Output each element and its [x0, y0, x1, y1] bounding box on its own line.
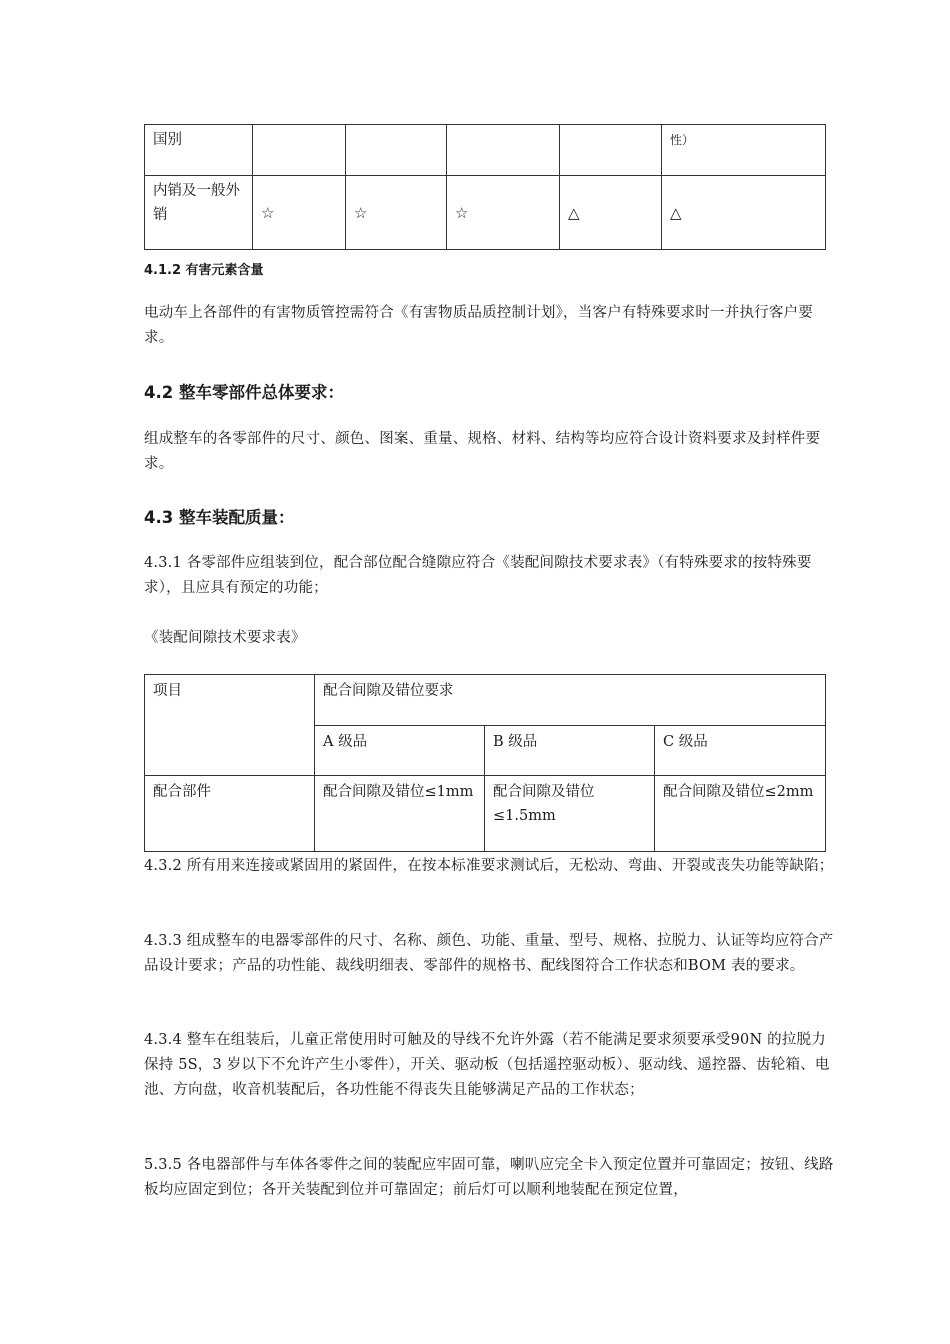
table-cell: 配合间隙及错位≤1.5mm: [485, 776, 655, 852]
table-header-cell: A 级品: [315, 726, 485, 776]
table-header-cell: C 级品: [655, 726, 826, 776]
table-cell: 内销及一般外销: [145, 176, 253, 250]
table-row: [145, 776, 826, 852]
paragraph-4-1-2: 电动车上各部件的有害物质管控需符合《有害物质品质控制计划》，当客户有特殊要求时一并执行客户要求。: [144, 305, 813, 346]
table-cell: 配合间隙及错位≤1mm: [315, 776, 485, 852]
paragraph-4-3-1: 4.3.1 各零部件应组装到位，配合部位配合缝隙应符合《装配间隙技术要求表》（有特殊要求的按特殊要求），且应具有预定的功能；: [144, 555, 812, 596]
heading-4-1-2: 4.1.2 有害元素含量: [144, 263, 264, 278]
table-cell: [447, 125, 560, 176]
table-cell: 性）: [662, 125, 826, 176]
paragraph-4-3-4: 4.3.4 整车在组装后，儿童正常使用时可触及的导线不允许外露（若不能满足要求须要承受90N 的拉脱力保持 5S，3 岁以下不允许产生小零件），开关、驱动板（包括遥控驱动板）、驱动线、遥控器、齿轮箱、电池、方向盘，收音机装配后，各功性能不得丧失且能够满足产品的工作状态；: [144, 1032, 830, 1098]
table-row: [145, 675, 826, 726]
table-header-cell: B 级品: [485, 726, 655, 776]
paragraph-4-3-3: 4.3.3 组成整车的电器零部件的尺寸、名称、颜色、功能、重量、型号、规格、拉脱力、认证等均应符合产品设计要求；产品的功性能、裁线明细表、零部件的规格书、配线图符合工作状态和BOM 表的要求。: [144, 933, 834, 974]
table-header-cell: 配合间隙及错位要求: [315, 675, 826, 726]
table-cell: [560, 125, 662, 176]
paragraph-4-3-2: 4.3.2 所有用来连接或紧固用的紧固件，在按本标准要求测试后，无松动、弯曲、开裂或丧失功能等缺陷；: [144, 858, 834, 874]
sales-region-table: [144, 124, 826, 250]
paragraph-4-2: 组成整车的各零部件的尺寸、颜色、图案、重量、规格、材料、结构等均应符合设计资料要求及封样件要求。: [144, 431, 821, 472]
heading-4-2: 4.2 整车零部件总体要求：: [144, 383, 344, 402]
table-row: [145, 176, 826, 250]
table-cell: [346, 125, 447, 176]
star-symbol: ☆: [447, 176, 560, 250]
assembly-gap-table: [144, 674, 826, 852]
paragraph-5-3-5: 5.3.5 各电器部件与车体各零件之间的装配应牢固可靠，喇叭应完全卡入预定位置并可靠固定；按钮、线路板均应固定到位；各开关装配到位并可靠固定；前后灯可以顺利地装配在预定位置，: [144, 1157, 834, 1198]
star-symbol: ☆: [253, 176, 346, 250]
table-cell: [253, 125, 346, 176]
heading-4-3: 4.3 整车装配质量：: [144, 508, 295, 527]
table-cell: 配合间隙及错位≤2mm: [655, 776, 826, 852]
table-cell: 国别: [145, 125, 253, 176]
table-cell: 配合部件: [145, 776, 315, 852]
table-title: 《装配间隙技术要求表》: [144, 630, 306, 646]
table-cell: 项目: [145, 675, 315, 776]
triangle-symbol: △: [662, 176, 826, 250]
star-symbol: ☆: [346, 176, 447, 250]
triangle-symbol: △: [560, 176, 662, 250]
table-row: [145, 125, 826, 176]
